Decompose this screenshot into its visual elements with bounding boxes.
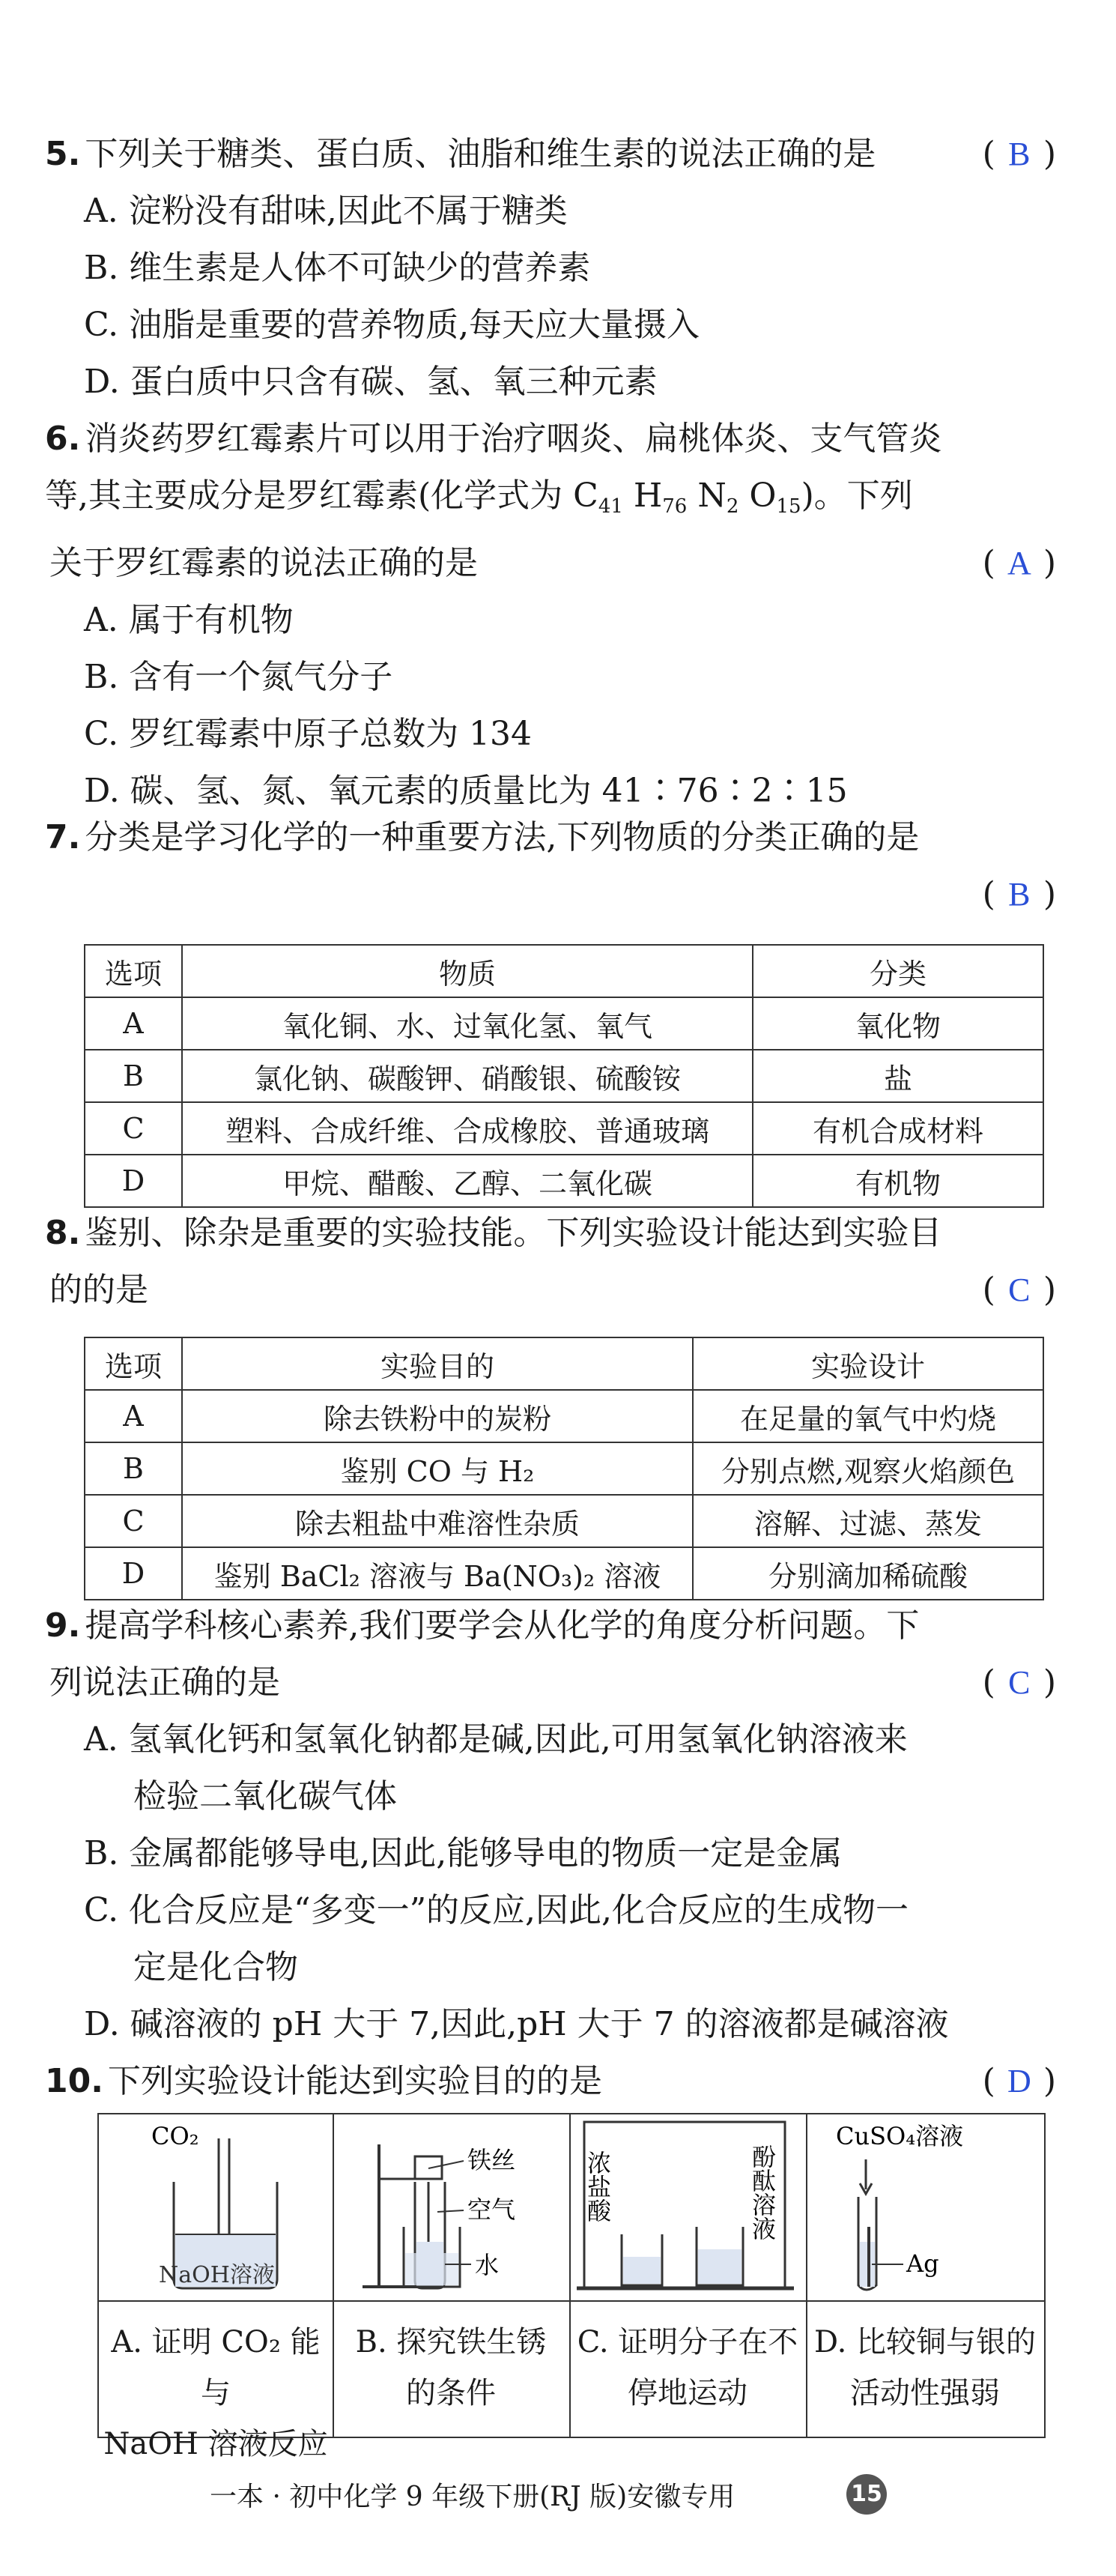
question-stem-line2: 的的是 [49,1271,148,1309]
table-header-row [85,945,1043,997]
table-header-row [85,1337,1043,1390]
question-number: 7. [45,818,81,856]
subscript: 41 [598,495,623,518]
option-c-cont: 定是化合物 [133,1948,298,1986]
table-cell: 有机合成材料 [753,1102,1043,1155]
experiment-table [84,1337,1044,1600]
table-header: 分类 [753,945,1043,997]
figure-a [99,2114,334,2461]
answer-letter: C [1008,1664,1031,1701]
option-c: C. 化合反应是“多变一”的反应,因此,化合反应的生成物一 [84,1891,909,1929]
element-symbol: O [739,477,777,515]
stem-text: )。下列 [801,477,913,515]
option-a-cont: 检验二氧化碳气体 [133,1777,397,1815]
option-b: B. 含有一个氮气分子 [84,658,393,696]
subscript: 76 [662,495,688,518]
element-symbol: H [622,477,663,515]
question-7 [45,809,1056,913]
table-row [85,1442,1043,1495]
figure-b [333,2114,571,2437]
table-header: 选项 [85,945,182,997]
footer-text: 一本 · 初中化学 9 年级下册(RJ 版)安徽专用 [210,2482,736,2512]
table-cell: 鉴别 CO 与 H₂ [182,1442,693,1495]
caption-line: B. 探究铁生锈 [355,2325,547,2359]
question-stem-line2 [45,468,1056,535]
table-cell: 溶解、过滤、蒸发 [693,1495,1043,1547]
table-cell: B [85,1050,182,1102]
figure-caption [99,2300,333,2461]
table-cell: C [85,1102,182,1155]
table-row [85,997,1043,1050]
table-header: 实验设计 [693,1337,1043,1390]
figure-caption [806,2300,1044,2435]
apparatus-figures [97,2113,1046,2461]
answer-letter: C [1008,1272,1031,1308]
table-row [85,1495,1043,1547]
subscript: 2 [726,495,739,518]
cuso4-test-tube-diagram [806,2114,1044,2300]
question-6 [45,411,1056,820]
table-cell: D [85,1155,182,1207]
option-c: C. 油脂是重要的营养物质,每天应大量摄入 [84,306,700,344]
figure-caption [333,2300,569,2435]
answer-bracket: ( D ) [983,2053,1056,2110]
question-number: 5. [45,135,81,173]
question-number: 6. [45,420,81,458]
table-cell: B [85,1442,182,1495]
co2-beaker-diagram [99,2114,333,2300]
option-b: B. 维生素是人体不可缺少的营养素 [84,249,591,287]
table-cell: 盐 [753,1050,1043,1102]
diagram-label: 水 [475,2251,500,2279]
question-stem-line1: 提高学科核心素养,我们要学会从化学的角度分析问题。下 [85,1606,920,1645]
molecule-motion-diagram [569,2114,806,2300]
diagram-label: Ag [906,2249,939,2278]
table-cell: 塑料、合成纤维、合成橡胶、普通玻璃 [182,1102,753,1155]
table-row [85,1102,1043,1155]
question-stem-line1: 鉴别、除杂是重要的实验技能。下列实验设计能达到实验目 [85,1214,942,1252]
caption-line: A. 证明 CO₂ 能与 [111,2325,321,2410]
question-5 [45,126,1056,411]
page-footer [0,2465,1116,2525]
caption-line: NaOH 溶液反应 [103,2427,328,2461]
table-row [85,1390,1043,1442]
table-cell: 除去铁粉中的炭粉 [182,1390,693,1442]
question-10 [45,2053,1056,2110]
answer-bracket: ( C ) [983,1654,1056,1711]
caption-line: 停地运动 [628,2376,747,2410]
table-row [85,1547,1043,1600]
caption-line: D. 比较铜与银的 [813,2325,1037,2359]
table-header: 选项 [85,1337,182,1390]
table-cell: 氧化物 [753,997,1043,1050]
question-number: 10. [45,2062,103,2100]
iron-rust-diagram [333,2114,569,2300]
diagram-label: 酚酞溶液 [748,2144,777,2240]
question-stem-line2: 列说法正确的是 [49,1663,280,1702]
classification-table [84,944,1044,1208]
table-header: 实验目的 [182,1337,693,1390]
answer-letter: A [1007,545,1031,581]
question-stem: 下列关于糖类、蛋白质、油脂和维生素的说法正确的是 [85,135,876,173]
table-cell: 氧化铜、水、过氧化氢、氧气 [182,997,753,1050]
option-a: A. 氢氧化钙和氢氧化钠都是碱,因此,可用氢氧化钠溶液来 [84,1720,908,1759]
option-a: A. 属于有机物 [84,601,294,639]
answer-bracket: ( B ) [983,866,1056,923]
diagram-label: CuSO₄溶液 [836,2122,964,2150]
option-d: D. 碳、氢、氮、氧元素的质量比为 41∶76∶2∶15 [84,772,848,810]
table-cell: 甲烷、醋酸、乙醇、二氧化碳 [182,1155,753,1207]
question-stem: 下列实验设计能达到实验目的的是 [107,2062,602,2100]
question-number: 8. [45,1214,81,1252]
question-number: 9. [45,1606,81,1645]
figure-d [806,2114,1044,2437]
table-cell: 氯化钠、碳酸钾、硝酸银、硫酸铵 [182,1050,753,1102]
table-cell: 有机物 [753,1155,1043,1207]
figure-caption [569,2300,806,2435]
option-d: D. 碱溶液的 pH 大于 7,因此,pH 大于 7 的溶液都是碱溶液 [84,2005,949,2043]
table-row [85,1050,1043,1102]
diagram-label: CO₂ [151,2122,199,2150]
table-header: 物质 [182,945,753,997]
option-a: A. 淀粉没有甜味,因此不属于糖类 [84,192,568,230]
table-cell: 分别滴加稀硫酸 [693,1547,1043,1600]
option-c: C. 罗红霉素中原子总数为 134 [84,715,533,753]
diagram-label: 铁丝 [467,2146,516,2174]
answer-letter: D [1007,2063,1031,2099]
option-b: B. 金属都能够导电,因此,能够导电的物质一定是金属 [84,1834,843,1872]
answer-bracket: ( B ) [983,126,1056,183]
question-9 [45,1597,1056,2053]
option-d: D. 蛋白质中只含有碳、氢、氧三种元素 [84,363,658,401]
diagram-label: NaOH溶液 [159,2262,275,2288]
question-stem: 分类是学习化学的一种重要方法,下列物质的分类正确的是 [85,818,920,856]
caption-line: C. 证明分子在不 [577,2325,798,2359]
subscript: 15 [776,495,801,518]
table-cell: 除去粗盐中难溶性杂质 [182,1495,693,1547]
diagram-label: 浓盐酸 [583,2150,612,2222]
vertical-label-hcl [583,2150,612,2222]
table-cell: A [85,997,182,1050]
stem-text: 等,其主要成分是罗红霉素(化学式为 C [45,477,598,515]
caption-line: 活动性强弱 [850,2376,1000,2410]
table-cell: 鉴别 BaCl₂ 溶液与 Ba(NO₃)₂ 溶液 [182,1547,693,1600]
figure-c [569,2114,807,2437]
answer-letter: B [1008,136,1031,172]
caption-line: 的条件 [406,2376,496,2410]
diagram-label: 空气 [467,2195,516,2224]
question-stem-line1: 消炎药罗红霉素片可以用于治疗咽炎、扁桃体炎、支气管炎 [85,420,942,458]
answer-bracket: ( A ) [983,535,1056,592]
table-cell: A [85,1390,182,1442]
answer-letter: B [1008,876,1031,913]
page-number-badge: 15 [846,2474,887,2515]
table-cell: 分别点燃,观察火焰颜色 [693,1442,1043,1495]
question-8 [45,1205,1056,1319]
table-cell: 在足量的氧气中灼烧 [693,1390,1043,1442]
question-stem-line3: 关于罗红霉素的说法正确的是 [49,544,478,582]
element-symbol: N [687,477,727,515]
table-cell: C [85,1495,182,1547]
table-row [85,1155,1043,1207]
table-cell: D [85,1547,182,1600]
answer-bracket: ( C ) [983,1262,1056,1319]
vertical-label-phenolphthalein [748,2144,777,2240]
